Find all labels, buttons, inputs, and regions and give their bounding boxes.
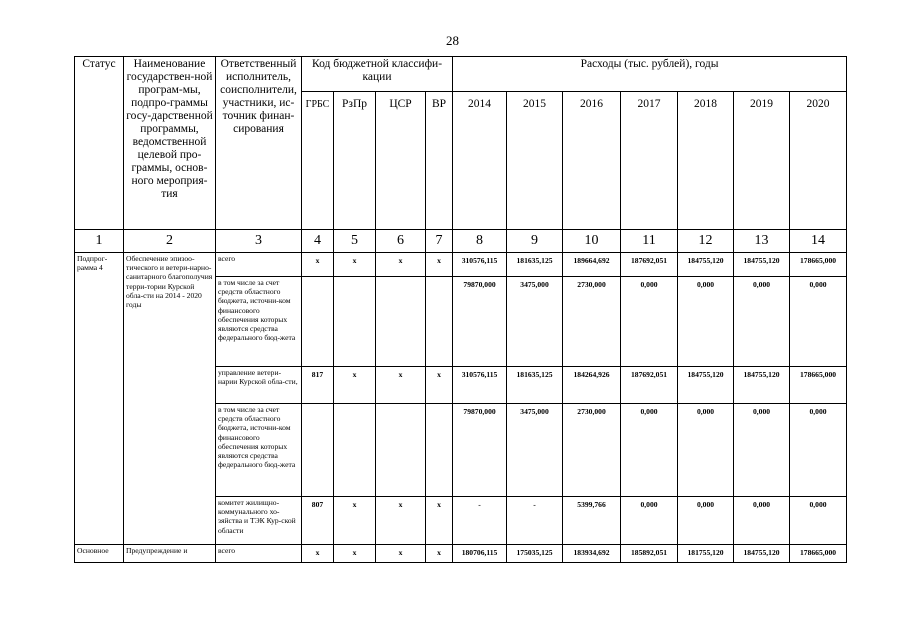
value-cell: 0,000 xyxy=(621,404,678,497)
header-name: Наименование государствен-ной програм-мы, подпро-граммы госу-дарственной программы, ведомственной целевой про-граммы, основ-ного мероприя-тия xyxy=(124,57,216,230)
value-cell: 0,000 xyxy=(790,497,847,545)
source-label: всего xyxy=(216,253,302,277)
code-cell: х xyxy=(334,253,376,277)
column-number: 1 xyxy=(75,230,124,253)
code-cell xyxy=(334,277,376,367)
header-code-csr: ЦСР xyxy=(376,92,426,230)
value-cell: 181755,120 xyxy=(678,545,734,563)
value-cell: 175035,125 xyxy=(507,545,563,563)
value-cell: 184755,120 xyxy=(678,367,734,404)
source-label: в том числе за счет средств областного бюджета, источни-ком финансового обеспечения которых являются средства федерального бюд-жета xyxy=(216,277,302,367)
main-activity-status: Основное xyxy=(75,545,124,563)
code-cell xyxy=(426,277,453,367)
value-cell: 3475,000 xyxy=(507,277,563,367)
source-label: в том числе за счет средств областного бюджета, источни-ком финансового обеспечения которых являются средства федерального бюд-жета xyxy=(216,404,302,497)
header-code-vr: ВР xyxy=(426,92,453,230)
value-cell: 0,000 xyxy=(621,277,678,367)
source-label: всего xyxy=(216,545,302,563)
column-number: 12 xyxy=(678,230,734,253)
code-cell: х xyxy=(334,545,376,563)
value-cell: 184755,120 xyxy=(678,253,734,277)
code-cell: х xyxy=(426,545,453,563)
value-cell: 184755,120 xyxy=(734,367,790,404)
column-number: 4 xyxy=(302,230,334,253)
table-row xyxy=(75,253,847,277)
header-year: 2018 xyxy=(678,92,734,230)
value-cell: 0,000 xyxy=(734,497,790,545)
value-cell: 79870,000 xyxy=(453,404,507,497)
header-budget-code: Код бюджетной классифи-кации xyxy=(302,57,453,92)
budget-table xyxy=(74,56,847,563)
value-cell: 310576,115 xyxy=(453,367,507,404)
value-cell: 184264,926 xyxy=(563,367,621,404)
header-expenses: Расходы (тыс. рублей), годы xyxy=(453,57,847,92)
header-year: 2020 xyxy=(790,92,847,230)
header-status: Статус xyxy=(75,57,124,230)
column-number-row xyxy=(75,230,847,253)
value-cell: - xyxy=(507,497,563,545)
code-cell xyxy=(334,404,376,497)
header-year: 2017 xyxy=(621,92,678,230)
code-cell: 807 xyxy=(302,497,334,545)
value-cell: 189664,692 xyxy=(563,253,621,277)
column-number: 8 xyxy=(453,230,507,253)
value-cell: 0,000 xyxy=(678,404,734,497)
code-cell xyxy=(376,277,426,367)
value-cell: 0,000 xyxy=(790,277,847,367)
value-cell: 79870,000 xyxy=(453,277,507,367)
code-cell xyxy=(376,404,426,497)
code-cell: х xyxy=(426,497,453,545)
code-cell: х xyxy=(426,253,453,277)
program-name: Обеспечение эпизоо-тического и ветери-нарно-санитарного благополучия терри-тории Курской обла-сти на 2014 - 2020 годы xyxy=(124,253,216,545)
column-number: 13 xyxy=(734,230,790,253)
value-cell: 178665,000 xyxy=(790,253,847,277)
header-responsible: Ответственный исполнитель, соисполнители, участники, ис-точник финан-сирования xyxy=(216,57,302,230)
column-number: 10 xyxy=(563,230,621,253)
main-activity-name: Предупреждение и xyxy=(124,545,216,563)
column-number: 7 xyxy=(426,230,453,253)
value-cell: 178665,000 xyxy=(790,545,847,563)
value-cell: 0,000 xyxy=(790,404,847,497)
column-number: 11 xyxy=(621,230,678,253)
code-cell: 817 xyxy=(302,367,334,404)
code-cell xyxy=(426,404,453,497)
code-cell: х xyxy=(376,545,426,563)
value-cell: 0,000 xyxy=(734,277,790,367)
code-cell: х xyxy=(426,367,453,404)
value-cell: 0,000 xyxy=(678,497,734,545)
value-cell: 183934,692 xyxy=(563,545,621,563)
code-cell xyxy=(302,404,334,497)
code-cell: х xyxy=(376,497,426,545)
value-cell: 184755,120 xyxy=(734,253,790,277)
value-cell: 184755,120 xyxy=(734,545,790,563)
value-cell: 181635,125 xyxy=(507,253,563,277)
value-cell: 180706,115 xyxy=(453,545,507,563)
value-cell: 0,000 xyxy=(734,404,790,497)
source-label: комитет жилищно-коммунального хо-зяйства и ТЭК Кур-ской области xyxy=(216,497,302,545)
value-cell: 185892,051 xyxy=(621,545,678,563)
value-cell: 0,000 xyxy=(621,497,678,545)
header-year: 2014 xyxy=(453,92,507,230)
header-year: 2016 xyxy=(563,92,621,230)
value-cell: 0,000 xyxy=(678,277,734,367)
value-cell: 178665,000 xyxy=(790,367,847,404)
value-cell: 181635,125 xyxy=(507,367,563,404)
code-cell xyxy=(302,277,334,367)
column-number: 6 xyxy=(376,230,426,253)
code-cell: х xyxy=(334,497,376,545)
value-cell: 2730,000 xyxy=(563,404,621,497)
column-number: 14 xyxy=(790,230,847,253)
column-number: 2 xyxy=(124,230,216,253)
header-year: 2019 xyxy=(734,92,790,230)
code-cell: х xyxy=(302,253,334,277)
program-status: Подпрог-рамма 4 xyxy=(75,253,124,545)
code-cell: х xyxy=(334,367,376,404)
table-row xyxy=(75,545,847,563)
code-cell: х xyxy=(376,367,426,404)
column-number: 9 xyxy=(507,230,563,253)
value-cell: 3475,000 xyxy=(507,404,563,497)
value-cell: 187692,051 xyxy=(621,367,678,404)
header-row-1 xyxy=(75,57,847,92)
column-number: 5 xyxy=(334,230,376,253)
source-label: управление ветери-нарии Курской обла-сти, xyxy=(216,367,302,404)
value-cell: 5399,766 xyxy=(563,497,621,545)
header-code-grbs: ГРБС xyxy=(302,92,334,230)
code-cell: х xyxy=(302,545,334,563)
value-cell: 2730,000 xyxy=(563,277,621,367)
header-code-rzpr: РзПр xyxy=(334,92,376,230)
header-year: 2015 xyxy=(507,92,563,230)
column-number: 3 xyxy=(216,230,302,253)
value-cell: 310576,115 xyxy=(453,253,507,277)
value-cell: 187692,051 xyxy=(621,253,678,277)
code-cell: х xyxy=(376,253,426,277)
value-cell: - xyxy=(453,497,507,545)
page-number: 28 xyxy=(446,33,459,48)
